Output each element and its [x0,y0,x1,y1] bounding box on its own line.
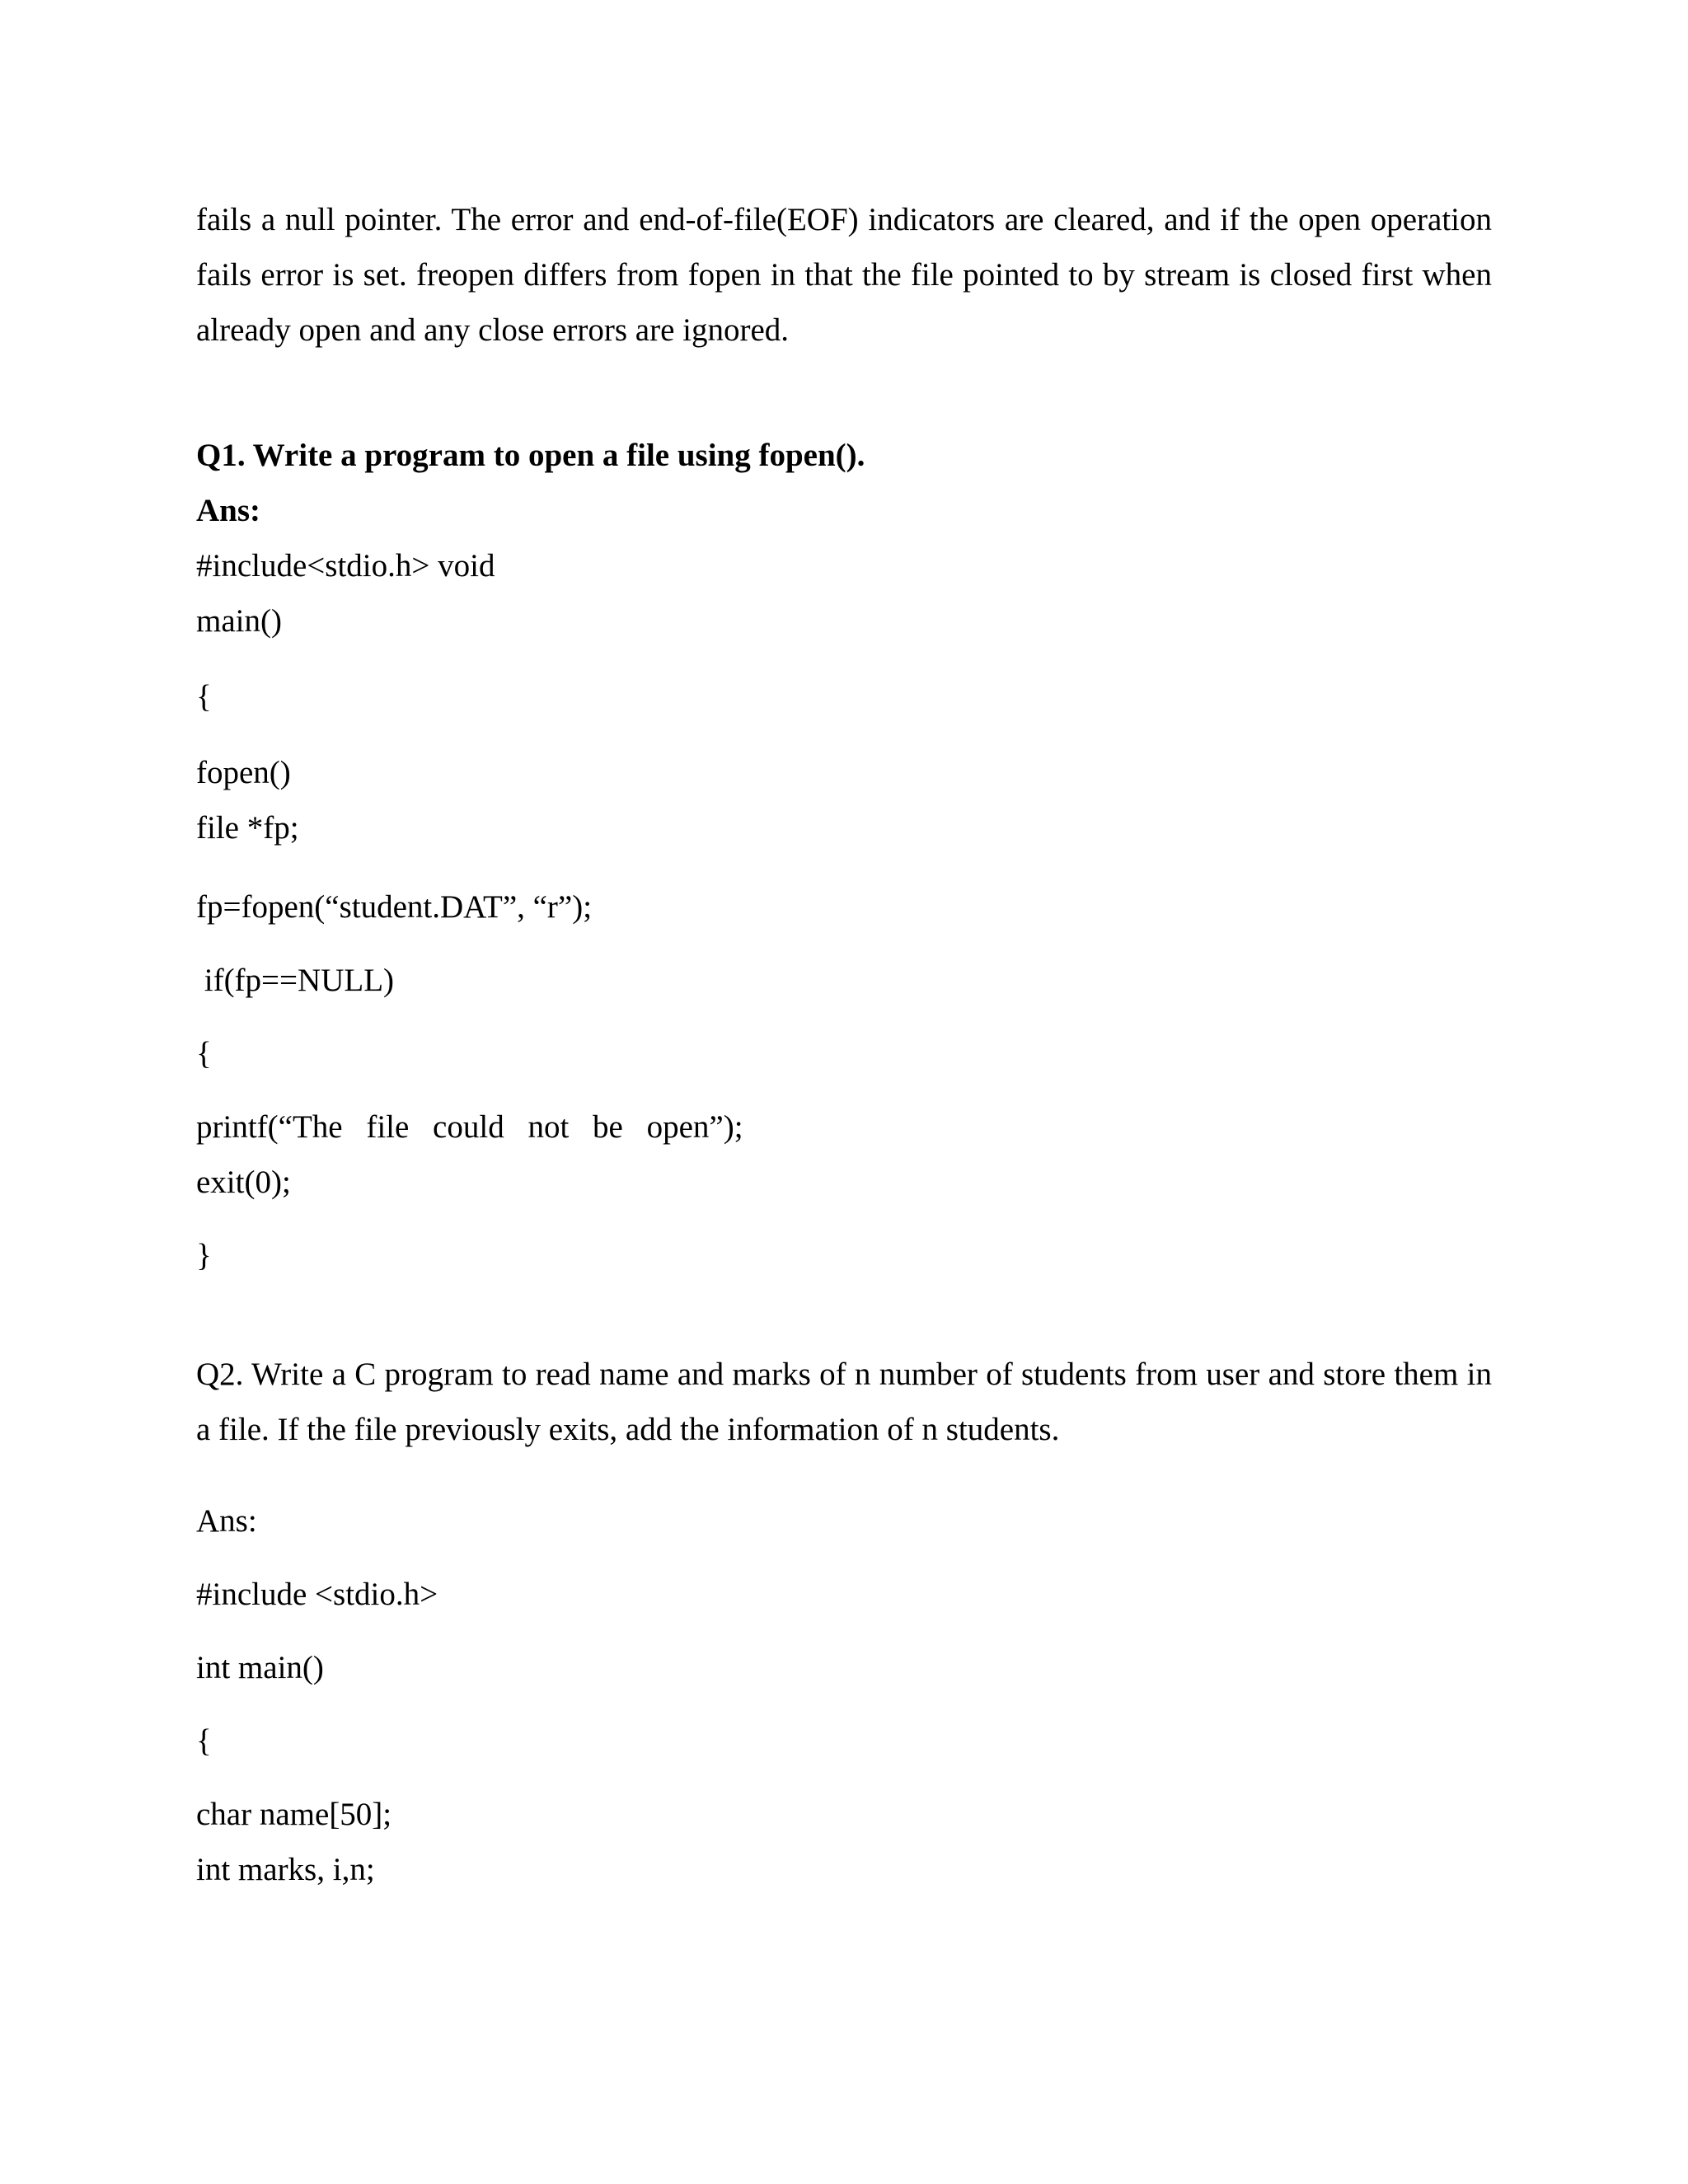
q1-code-line: if(fp==NULL) [196,963,394,998]
q1-code-line: exit(0); [196,1165,291,1200]
q1-code-line: printf(“The file could not be open”); [196,1109,743,1145]
q1-ans-label: Ans: [196,493,261,528]
q2-code-line: int main() [196,1650,324,1685]
q1-question: Q1. Write a program to open a file using fopen(). [196,438,865,473]
q2-code-line: int marks, i,n; [196,1852,375,1887]
q1-code-line: { [196,679,212,715]
q2-question: Q2. Write a C program to read name and marks of n number of students from user and store them in a file. If the file previously exits, add the information of n students. [196,1357,1492,1447]
intro-paragraph: fails a null pointer. The error and end-of-file(EOF) indicators are cleared, and if the open operation fails error is set. freopen differs from fopen in that the file pointed to by stream is closed first when already open and any close errors are ignored. [196,202,1492,348]
q1-code-line: fp=fopen(“student.DAT”, “r”); [196,889,593,925]
q2-code-line: { [196,1723,212,1759]
q1-code-line: file *fp; [196,810,299,846]
q1-code-line: main() [196,603,282,639]
q2-code-line: char name[50]; [196,1797,392,1832]
q2-code-line: #include <stdio.h> [196,1577,438,1612]
q2-ans-label: Ans: [196,1503,257,1539]
q1-code-line: { [196,1036,212,1071]
q1-code-line: fopen() [196,755,291,790]
q1-code-line: } [196,1238,212,1273]
q1-code-line: #include<stdio.h> void [196,548,495,583]
